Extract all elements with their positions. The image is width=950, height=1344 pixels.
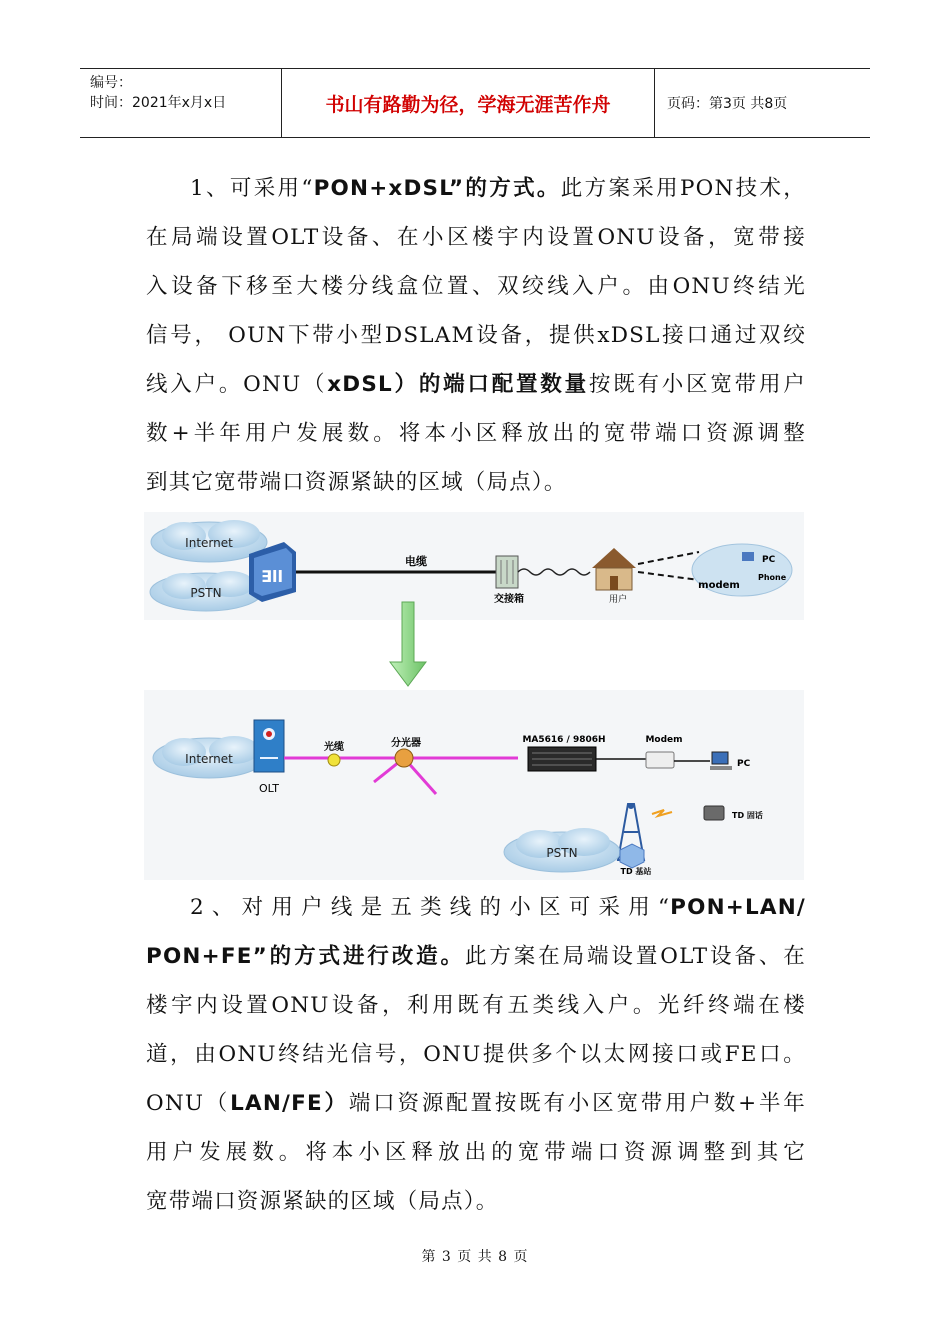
fiber-label: 光缆 bbox=[324, 742, 344, 753]
para1-line-3: 入设备下移至大楼分线盒位置、双绞线入户。由ONU终结光 bbox=[146, 274, 806, 299]
td-phone-label: TD 固话 bbox=[732, 811, 763, 820]
para2-line-3: 楼宇内设置ONU设备，利用既有五类线入户。光纤终端在楼 bbox=[146, 993, 806, 1018]
junction-box-label: 交接箱 bbox=[494, 594, 524, 605]
header-motto: 书山有路勤为径，学海无涯苦作舟 bbox=[282, 69, 655, 137]
para2-line-2: PON+FE”的方式进行改造。此方案在局端设置OLT设备、在 bbox=[146, 944, 806, 969]
internet-label-bottom: Internet bbox=[185, 752, 233, 766]
para1-line-6: 数+半年用户发展数。将本小区释放出的宽带端口资源调整 bbox=[146, 421, 806, 446]
page-header bbox=[80, 68, 870, 138]
ma5616-icon bbox=[528, 747, 596, 771]
number-label: 编号： bbox=[90, 75, 132, 91]
para2-line-5: ONU（LAN/FE）端口资源配置按既有小区宽带用户数+半年 bbox=[146, 1091, 806, 1116]
olt-label: OLT bbox=[259, 782, 279, 795]
td-phone-icon bbox=[704, 806, 724, 820]
cable-label: 电缆 bbox=[405, 555, 427, 568]
header-page-label: 页码：第3页 共8页 bbox=[667, 96, 788, 112]
modem-icon bbox=[646, 752, 674, 768]
internet-label-top: Internet bbox=[185, 536, 233, 550]
time-label: 时间：2021年x月x日 bbox=[90, 95, 227, 111]
page-footer: 第 3 页 共 8 页 bbox=[421, 1249, 529, 1265]
para2-line-6: 用户发展数。将本小区释放出的宽带端口资源调整到其它 bbox=[146, 1140, 806, 1165]
modem-label-bottom: Modem bbox=[645, 735, 683, 745]
para1-line-2: 在局端设置OLT设备、在小区楼宇内设置ONU设备，宽带接 bbox=[146, 225, 806, 250]
internet-cloud-bottom bbox=[153, 736, 265, 778]
pstn-label-bottom: PSTN bbox=[546, 846, 578, 860]
olt-icon bbox=[254, 720, 284, 772]
td-station-label: TD 基站 bbox=[620, 867, 652, 876]
paragraph-2 bbox=[146, 883, 806, 1226]
para2-line-4: 道，由ONU终结光信号，ONU提供多个以太网接口或FE口。 bbox=[146, 1042, 806, 1067]
splitter-label: 分光器 bbox=[391, 738, 421, 749]
para2-line-1: 2、对用户线是五类线的小区可采用“PON+LAN/ bbox=[190, 895, 806, 920]
pc-icon-top bbox=[742, 552, 754, 561]
phone-label-top: Phone bbox=[758, 573, 787, 582]
user-label: 用户 bbox=[608, 595, 628, 605]
para1-line-7: 到其它宽带端口资源紧缺的区域（局点）。 bbox=[146, 470, 567, 495]
modem-label-top: modem bbox=[698, 580, 740, 591]
para2-line-7: 宽带端口资源紧缺的区域（局点）。 bbox=[146, 1189, 499, 1214]
ma-label: MA5616 / 9806H bbox=[522, 735, 606, 745]
fiber-icon bbox=[328, 754, 340, 766]
para1-line-5: 线入户。ONU（xDSL）的端口配置数量按既有小区宽带用户 bbox=[146, 372, 806, 397]
pc-label-top: PC bbox=[762, 555, 776, 565]
pc-label-bottom: PC bbox=[737, 759, 751, 769]
para1-line-4: 信号， OUN下带小型DSLAM设备，提供xDSL接口通过双绞 bbox=[146, 323, 806, 348]
network-diagram bbox=[144, 512, 804, 880]
paragraph-1 bbox=[146, 164, 806, 507]
junction-box-icon bbox=[496, 556, 518, 588]
svg-text:∃ll: ∃ll bbox=[261, 567, 283, 586]
header-meta bbox=[80, 69, 282, 137]
bottom-panel bbox=[144, 690, 804, 880]
pstn-label-top: PSTN bbox=[190, 586, 222, 600]
splitter-icon bbox=[395, 749, 413, 767]
para1-line-1: 1、可采用“PON+xDSL”的方式。此方案采用PON技术， bbox=[190, 176, 806, 201]
